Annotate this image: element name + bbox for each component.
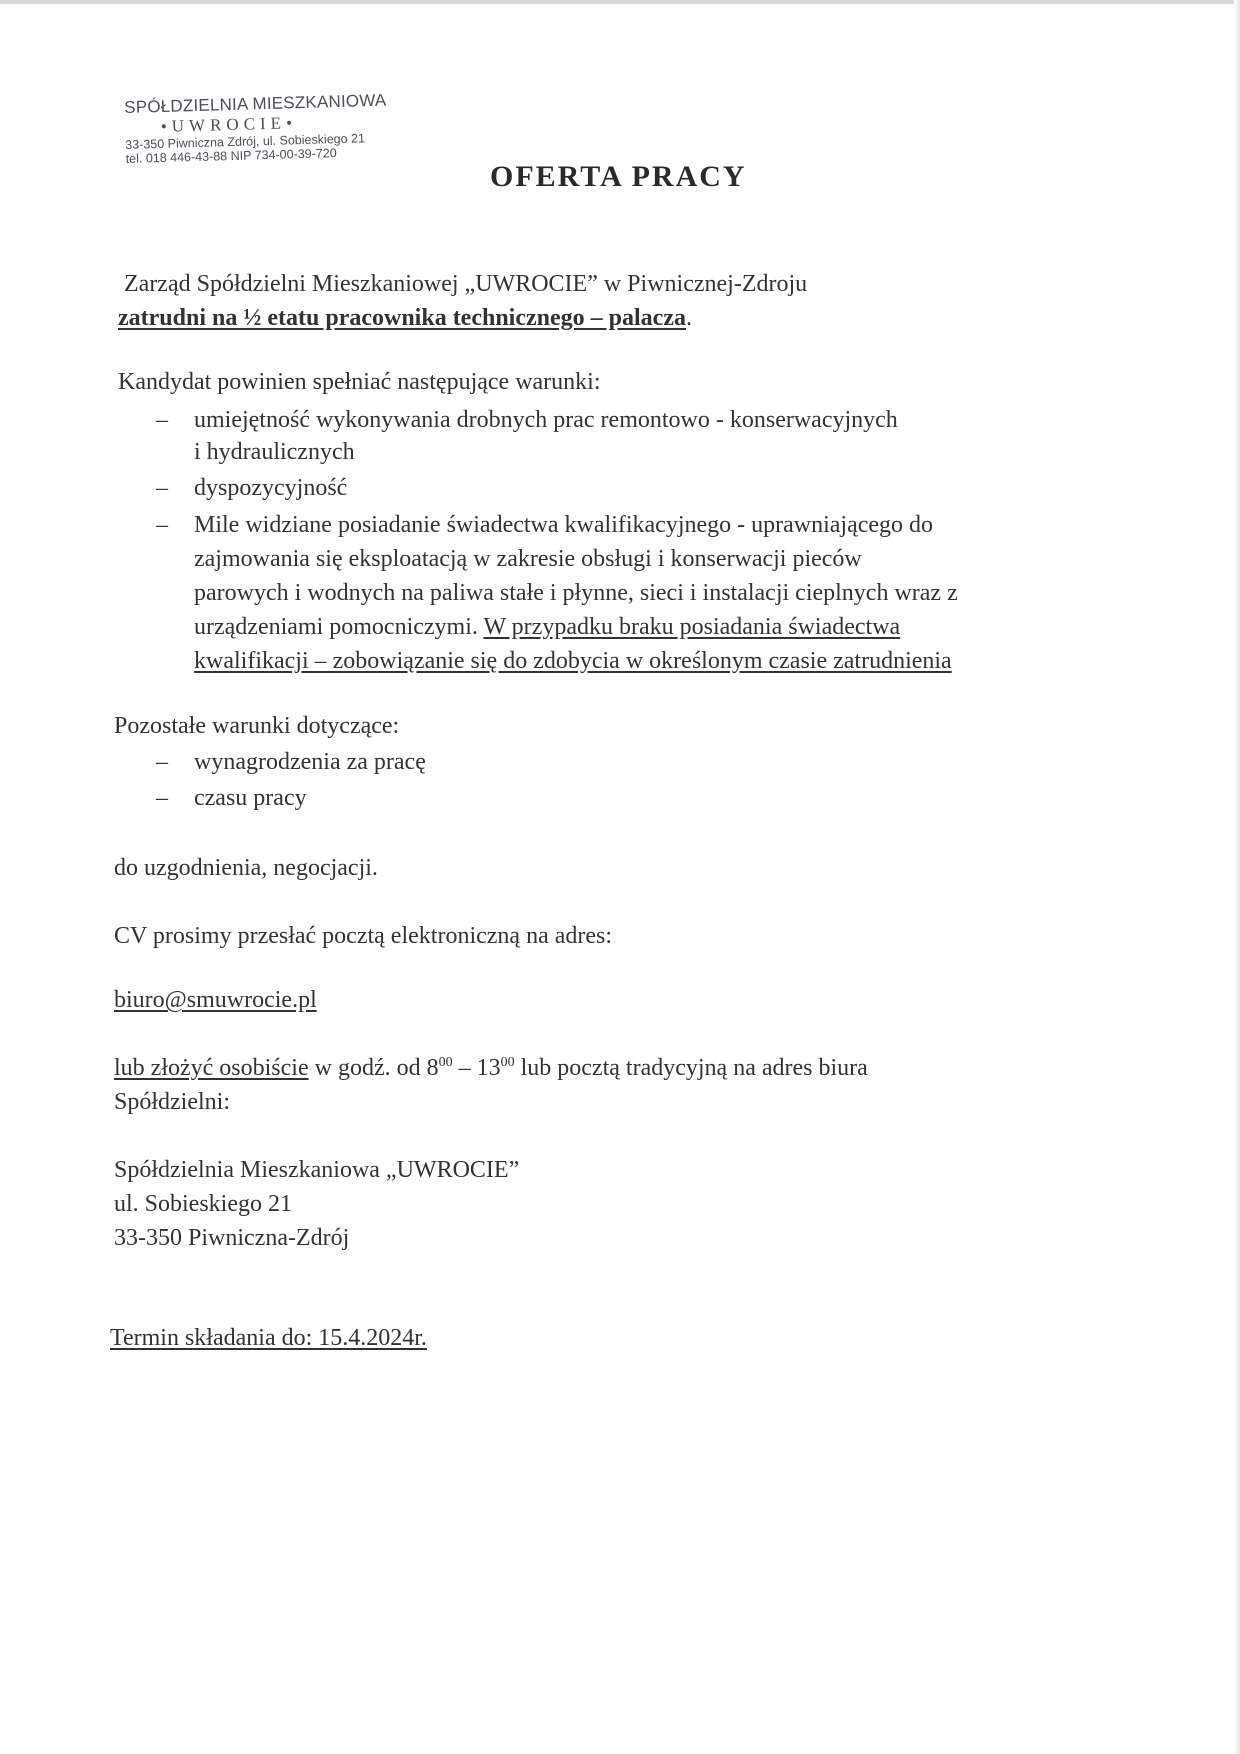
requirement-item-1-line-2: i hydraulicznych [194,439,355,465]
requirement-item-3-line-4 [194,611,900,643]
stamp-line-4: tel. 018 446-43-88 NIP 734-00-39-720 [125,146,337,166]
email-link[interactable]: biuro@smuwrocie.pl [114,987,317,1013]
certificate-note-part-1: W przypadku braku posiadania świadectwa [483,614,901,640]
requirement-item-3-line-4-plain: urządzeniami pomocniczymi. [194,614,484,640]
page-title: OFERTA PRACY [490,160,747,193]
hours-to-minutes: 00 [500,1055,515,1070]
negotiation-note: do uzgodnienia, negocjacji. [114,855,378,881]
dash-bullet: – [156,512,168,538]
delivery-line-1-end: lub pocztą tradycyjną na adres biura [514,1055,868,1081]
address-city: 33-350 Piwniczna-Zdrój [114,1225,350,1251]
hours-to: – 13 [452,1055,501,1081]
stamp-line-1: SPÓŁDZIELNIA MIESZKANIOWA [124,90,387,117]
requirement-item-1-line-1: umiejętność wykonywania drobnych prac remontowo - konserwacyjnych [194,407,898,433]
application-deadline: Termin składania do: 15.4.2024r. [110,1325,427,1351]
dash-bullet: – [156,475,168,501]
other-condition-item-2-text: czasu pracy [194,785,307,811]
hours-from: w godź. od 8 [308,1055,439,1081]
in-person-text: lub złożyć osobiście [114,1055,309,1081]
intro-line-1: Zarząd Spółdzielni Mieszkaniowej „UWROCIE” w Piwnicznej-Zdroju [124,271,808,297]
delivery-line-2: Spółdzielni: [114,1089,230,1115]
requirement-item-3-line-1: Mile widziane posiadanie świadectwa kwalifikacyjnego - uprawniającego do [194,512,934,538]
dash-bullet: – [156,785,168,811]
cooperative-stamp [124,90,396,166]
requirement-item-2-text: dyspozycyjność [194,475,348,501]
stamp-line-3: 33-350 Piwniczna Zdrój, ul. Sobieskiego 21 [125,131,366,152]
other-conditions-heading: Pozostałe warunki dotyczące: [114,713,400,739]
hours-from-minutes: 00 [438,1055,453,1070]
certificate-note-part-2: kwalifikacji – zobowiązanie się do zdobycia w określonym czasie zatrudnienia [194,648,952,674]
scan-edge-right [1234,0,1240,1754]
scan-edge-top [0,0,1240,4]
address-name: Spółdzielnia Mieszkaniowa „UWROCIE” [114,1157,520,1183]
requirement-item-3-line-3: parowych i wodnych na paliwa stałe i płynne, sieci i instalacji cieplnych wraz z [194,580,958,606]
intro-line-2-period: . [685,305,692,331]
intro-line-2 [118,302,692,334]
requirement-item-3-line-2: zajmowania się eksploatacją w zakresie obsługi i konserwacji pieców [194,546,862,572]
other-condition-item-1-text: wynagrodzenia za pracę [194,749,426,775]
dash-bullet: – [156,749,168,775]
cv-instruction: CV prosimy przesłać pocztą elektroniczną na adres: [114,923,613,949]
address-street: ul. Sobieskiego 21 [114,1191,292,1217]
delivery-line-1 [114,1052,868,1084]
dash-bullet: – [156,407,168,433]
stamp-line-2: •UWROCIE• [160,113,298,136]
requirements-heading: Kandydat powinien spełniać następujące warunki: [118,369,601,395]
position-title: zatrudni na ½ etatu pracownika technicznego – palacza [118,305,686,331]
